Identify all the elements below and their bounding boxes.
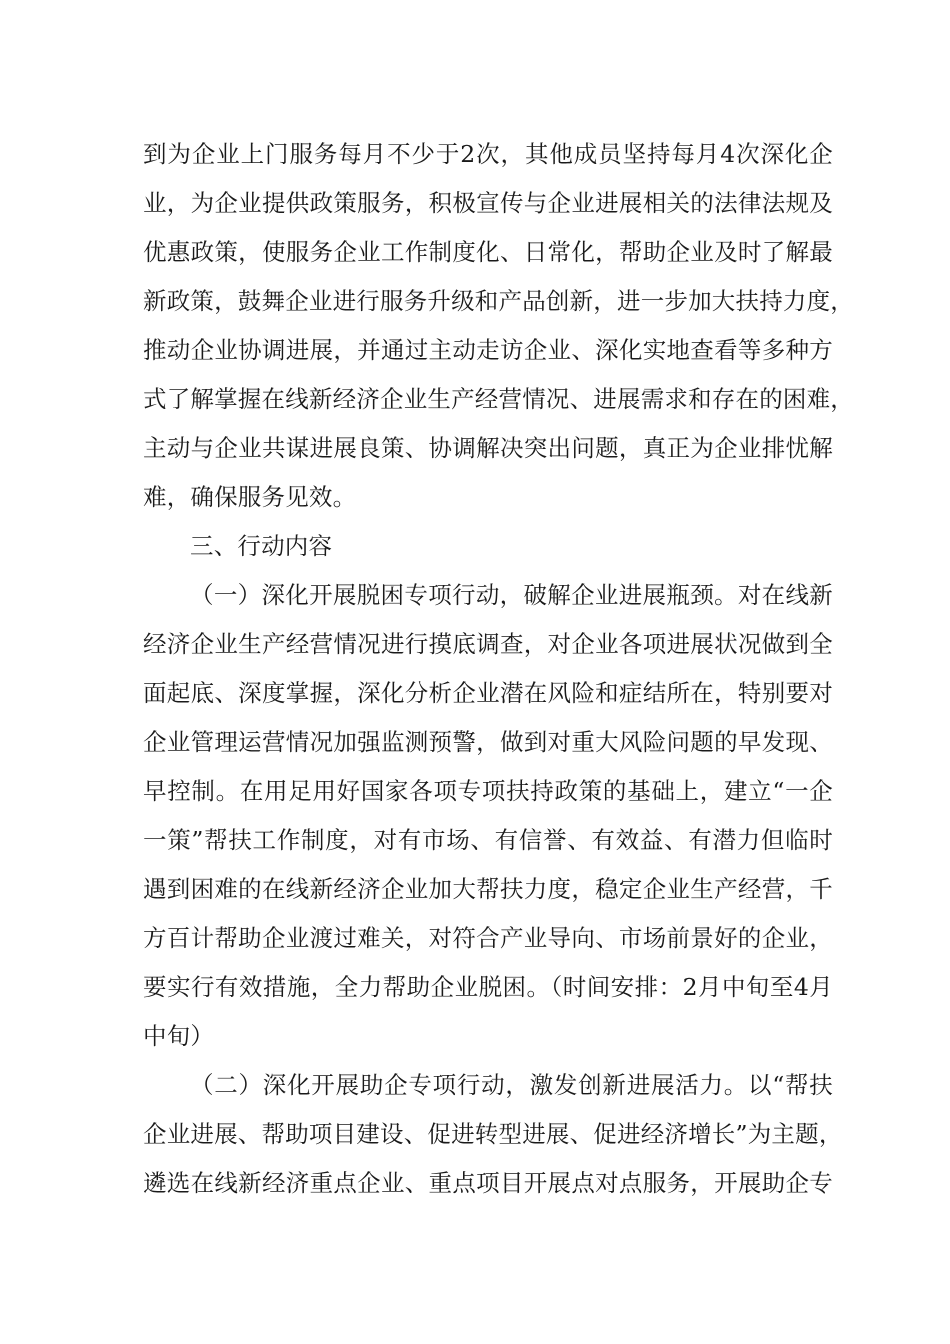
paragraph-line: 优惠政策，使服务企业工作制度化、日常化，帮助企业及时了解最 — [143, 238, 833, 266]
paragraph-line: 方百计帮助企业渡过难关，对符合产业导向、市场前景好的企业， — [143, 924, 833, 952]
paragraph-line: （一）深化开展脱困专项行动，破解企业进展瓶颈。对在线新 — [190, 581, 833, 609]
paragraph-line: 经济企业生产经营情况进行摸底调查，对企业各项进展状况做到全 — [143, 630, 833, 658]
paragraph-line: 面起底、深度掌握，深化分析企业潜在风险和症结所在，特别要对 — [143, 679, 833, 707]
paragraph-line: （二）深化开展助企专项行动，激发创新进展活力。以“帮扶 — [190, 1071, 833, 1099]
paragraph-line: 难，确保服务见效。 — [143, 483, 357, 511]
paragraph-line: 一策”帮扶工作制度，对有市场、有信誉、有效益、有潜力但临时 — [143, 826, 833, 854]
paragraph-line: 中旬） — [143, 1022, 215, 1050]
paragraph-line: 业，为企业提供政策服务，积极宣传与企业进展相关的法律法规及 — [143, 189, 833, 217]
paragraph-line: 推动企业协调进展，并通过主动走访企业、深化实地查看等多种方 — [143, 336, 833, 364]
paragraph-line: 企业管理运营情况加强监测预警，做到对重大风险问题的早发现、 — [143, 728, 833, 756]
paragraph-line: 企业进展、帮助项目建设、促进转型进展、促进经济增长”为主题， — [143, 1120, 843, 1148]
paragraph-line: 要实行有效措施，全力帮助企业脱困。（时间安排：2月中旬至4月 — [143, 973, 833, 1001]
paragraph-line: 到为企业上门服务每月不少于2次，其他成员坚持每月4次深化企 — [143, 140, 833, 168]
paragraph-line: 式了解掌握在线新经济企业生产经营情况、进展需求和存在的困难， — [143, 385, 854, 413]
paragraph-line: 主动与企业共谋进展良策、协调解决突出问题，真正为企业排忧解 — [143, 434, 833, 462]
section-heading: 三、行动内容 — [190, 532, 333, 560]
paragraph-line: 遇到困难的在线新经济企业加大帮扶力度，稳定企业生产经营，千 — [143, 875, 833, 903]
paragraph-line: 新政策，鼓舞企业进行服务升级和产品创新，进一步加大扶持力度， — [143, 287, 854, 315]
paragraph-line: 遴选在线新经济重点企业、重点项目开展点对点服务，开展助企专 — [143, 1169, 833, 1197]
paragraph-line: 早控制。在用足用好国家各项专项扶持政策的基础上，建立“一企 — [143, 777, 833, 805]
